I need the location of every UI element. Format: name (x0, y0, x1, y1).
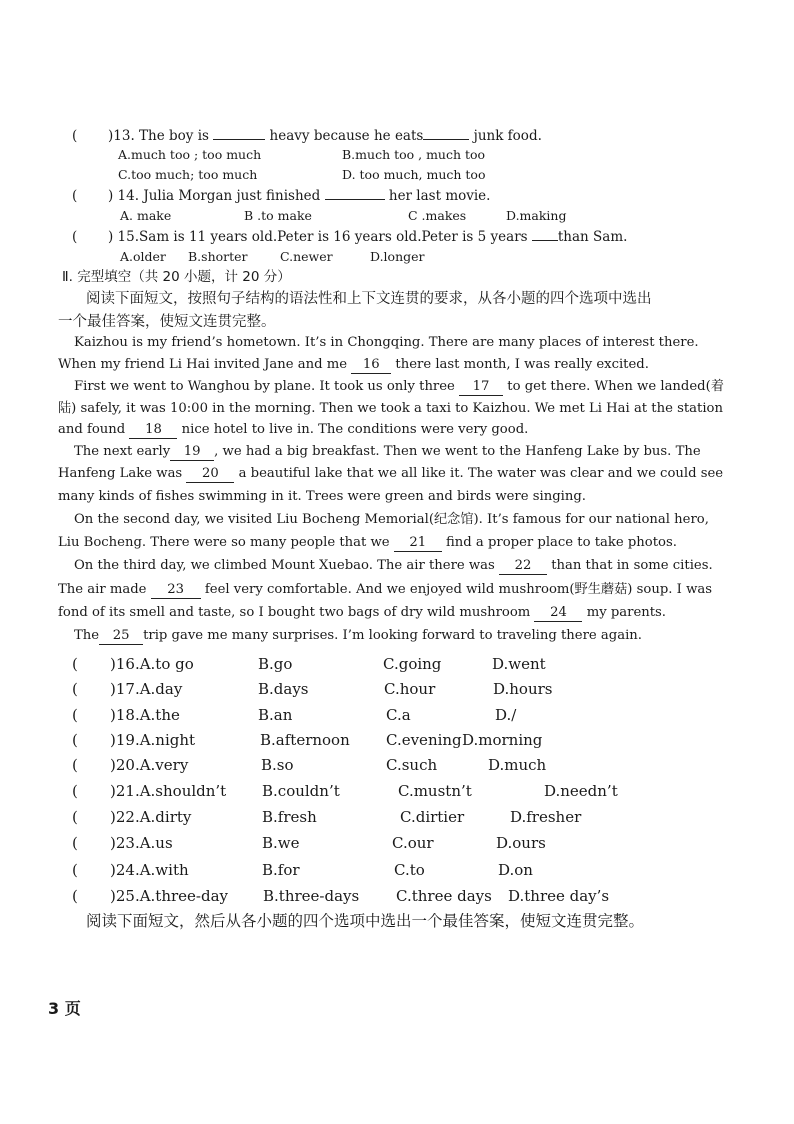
blank-16: 16 (351, 357, 391, 374)
option-b: B.for (262, 861, 300, 879)
option-b: B.afternoon (260, 731, 350, 749)
option-b: B.so (261, 756, 294, 774)
blank (325, 199, 385, 200)
option-c: C.our (392, 834, 434, 852)
option-d: D.needn’t (544, 782, 618, 800)
answer-paren: ( (72, 756, 78, 774)
option-a: A.much too ; too much (118, 147, 262, 162)
option-row (0, 858, 794, 882)
option-c: C.newer (280, 249, 333, 264)
option-row (0, 677, 794, 701)
passage-line: many kinds of fishes swimming in it. Trees were green and birds were singing. (58, 489, 586, 504)
blank-23: 23 (151, 582, 201, 599)
option-a: )23.A.us (110, 834, 173, 852)
option-row (0, 831, 794, 855)
option-d: D.morning (462, 731, 543, 749)
option-d: D.making (506, 208, 567, 223)
option-c: C.a (386, 706, 411, 724)
answer-paren: ( (72, 655, 78, 673)
answer-paren: ( (72, 680, 78, 698)
blank-21: 21 (394, 535, 442, 552)
option-c: C.three days (396, 887, 492, 905)
option-d: D.longer (370, 249, 425, 264)
option-b: B.we (262, 834, 300, 852)
option-a: )20.A.very (110, 756, 189, 774)
option-row (0, 884, 794, 908)
option-a: )21.A.shouldn’t (110, 782, 227, 800)
option-b: B.fresh (262, 808, 317, 826)
option-row (0, 728, 794, 752)
option-a: )19.A.night (110, 731, 196, 749)
option-b: B.go (258, 655, 293, 673)
question-14-stem: ) 14. Julia Morgan just finished her last movie. (108, 188, 491, 204)
option-d: D.on (498, 861, 533, 879)
page-number: 3 页 (48, 999, 81, 1018)
section-instructions-2: 一个最佳答案，使短文连贯完整。 (58, 314, 276, 330)
option-d: D. too much, much too (342, 167, 486, 182)
blank (532, 240, 558, 241)
answer-paren: ( (72, 229, 78, 245)
blank-19: 19 (170, 444, 214, 461)
option-row (0, 805, 794, 829)
passage-line: The 25 trip gave me many surprises. I’m looking forward to traveling there again. (74, 628, 642, 643)
option-b: B.much too , much too (342, 147, 486, 162)
option-a: )18.A.the (110, 706, 180, 724)
blank-24: 24 (534, 605, 582, 622)
passage-line: Hanfeng Lake was 20 a beautiful lake that we all like it. The water was clear and we could see (58, 466, 724, 481)
blank (213, 139, 265, 140)
blank-22: 22 (499, 558, 547, 575)
option-d: D.much (488, 756, 547, 774)
option-a: )22.A.dirty (110, 808, 192, 826)
option-c: C.such (386, 756, 438, 774)
option-c: C .makes (408, 208, 467, 223)
blank-20: 20 (186, 466, 234, 483)
option-b: B.an (258, 706, 293, 724)
answer-paren: ( (72, 887, 78, 905)
option-a: )24.A.with (110, 861, 189, 879)
passage-line: The next early 19 , we had a big breakfast. Then we went to the Hanfeng Lake by bus. The (74, 444, 701, 459)
passage-line: Liu Bocheng. There were so many people that we 21 find a proper place to take photos. (58, 535, 677, 550)
option-a: A. make (120, 208, 172, 223)
answer-paren: ( (72, 834, 78, 852)
passage-line: When my friend Li Hai invited Jane and me 16 there last month, I was really excited. (58, 357, 649, 372)
next-section-instructions: 阅读下面短文，然后从各小题的四个选项中选出一个最佳答案，使短文连贯完整。 (86, 912, 645, 930)
option-d: D.hours (493, 680, 553, 698)
passage-line: and found 18 nice hotel to live in. The conditions were very good. (58, 422, 529, 437)
option-b: B.three-days (263, 887, 360, 905)
option-d: D.three day’s (508, 887, 610, 905)
option-d: D.ours (496, 834, 546, 852)
blank (423, 139, 469, 140)
option-c: C.mustn’t (398, 782, 472, 800)
answer-paren: ( (72, 808, 78, 826)
question-13-stem: )13. The boy is heavy because he eats junk food. (108, 128, 542, 144)
option-a: A.older (120, 249, 166, 264)
answer-paren: ( (72, 782, 78, 800)
option-row (0, 703, 794, 727)
section-instructions: 阅读下面短文，按照句子结构的语法性和上下文连贯的要求，从各小题的四个选项中选出 (86, 291, 652, 307)
option-c: C.dirtier (400, 808, 465, 826)
option-a: )17.A.day (110, 680, 183, 698)
passage-line: First we went to Wanghou by plane. It took us only three 17 to get there. When we landed(着 (74, 379, 724, 394)
option-row (0, 779, 794, 803)
section-title: Ⅱ. 完型填空（共 20 小题，计 20 分） (62, 269, 291, 285)
option-c: C.too much; too much (118, 167, 258, 182)
question-15-stem: ) 15.Sam is 11 years old.Peter is 16 years old.Peter is 5 years than Sam. (108, 229, 628, 245)
passage-line: On the second day, we visited Liu Bocheng Memorial(纪念馆). It’s famous for our national hero, (74, 512, 709, 527)
option-d: D.fresher (510, 808, 582, 826)
option-c: C.evening (386, 731, 462, 749)
option-b: B .to make (244, 208, 312, 223)
option-c: C.going (383, 655, 442, 673)
question-14 (72, 187, 491, 205)
passage-line: fond of its smell and taste, so I bought two bags of dry wild mushroom 24 my parents. (58, 605, 666, 620)
option-c: C.to (394, 861, 425, 879)
passage-line: The air made 23 feel very comfortable. And we enjoyed wild mushroom(野生蘑菇) soup. I was (58, 582, 712, 597)
option-d: D.went (492, 655, 546, 673)
question-13 (72, 127, 542, 145)
option-d: D./ (495, 706, 517, 724)
option-b: B.days (258, 680, 309, 698)
blank-25: 25 (99, 628, 143, 645)
blank-18: 18 (129, 422, 177, 439)
passage-line: On the third day, we climbed Mount Xuebao. The air there was 22 than that in some cities. (74, 558, 713, 573)
passage-line: 陆) safely, it was 10:00 in the morning. Then we took a taxi to Kaizhou. We met Li Hai at the station (58, 401, 723, 416)
option-b: B.shorter (188, 249, 248, 264)
question-15 (72, 228, 628, 246)
answer-paren: ( (72, 861, 78, 879)
option-b: B.couldn’t (262, 782, 340, 800)
answer-paren: ( (72, 188, 78, 204)
option-row (0, 753, 794, 777)
answer-paren: ( (72, 731, 78, 749)
option-row (0, 652, 794, 676)
option-c: C.hour (384, 680, 436, 698)
option-a: )25.A.three-day (110, 887, 229, 905)
answer-paren: ( (72, 128, 78, 144)
passage-line: Kaizhou is my friend’s hometown. It’s in Chongqing. There are many places of interest there. (74, 335, 699, 350)
blank-17: 17 (459, 379, 503, 396)
option-a: )16.A.to go (110, 655, 194, 673)
answer-paren: ( (72, 706, 78, 724)
